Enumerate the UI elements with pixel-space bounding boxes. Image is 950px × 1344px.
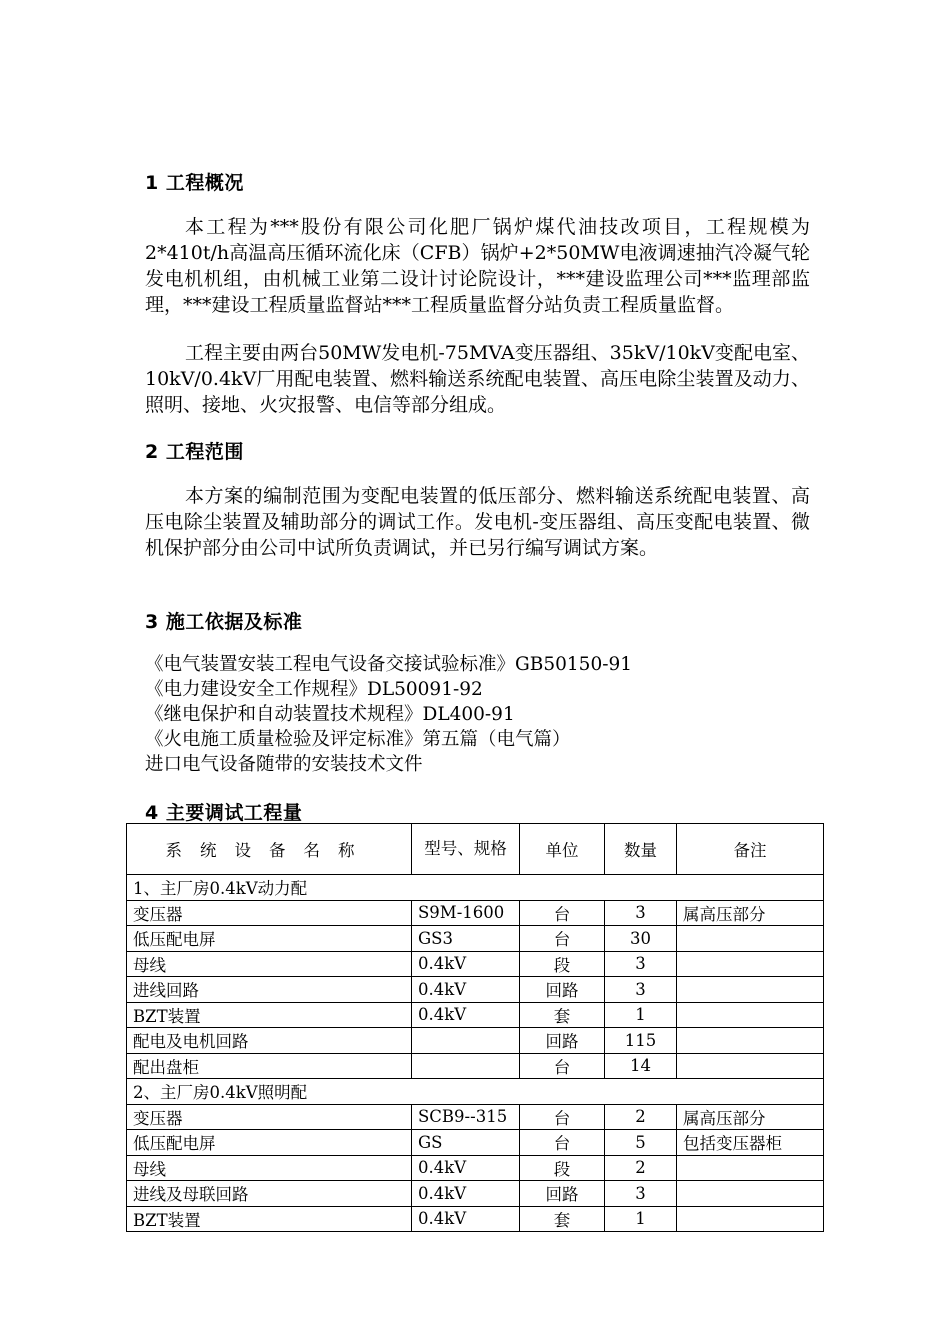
cell-qty: 30	[605, 926, 677, 952]
cell-qty: 3	[605, 951, 677, 977]
cell-name: 变压器	[127, 1104, 412, 1130]
table-header-row	[127, 824, 824, 875]
cell-unit: 台	[520, 1053, 605, 1079]
cell-model: 0.4kV	[412, 1002, 520, 1028]
cell-model	[412, 1028, 520, 1054]
cell-unit: 套	[520, 1002, 605, 1028]
table-row	[127, 900, 824, 926]
header-qty: 数量	[605, 824, 677, 875]
cell-unit: 段	[520, 1155, 605, 1181]
cell-name: 母线	[127, 1155, 412, 1181]
cell-name: 低压配电屏	[127, 926, 412, 952]
cell-qty: 1	[605, 1206, 677, 1232]
debug-workload-table	[126, 823, 824, 1232]
cell-model	[412, 1053, 520, 1079]
cell-unit: 回路	[520, 1028, 605, 1054]
table-row	[127, 1181, 824, 1207]
cell-model: GS	[412, 1130, 520, 1156]
cell-qty: 2	[605, 1155, 677, 1181]
cell-model: S9M-1600	[412, 900, 520, 926]
cell-model: 0.4kV	[412, 1155, 520, 1181]
cell-model: 0.4kV	[412, 1181, 520, 1207]
table-row	[127, 977, 824, 1003]
cell-unit: 回路	[520, 977, 605, 1003]
cell-unit: 台	[520, 900, 605, 926]
table-row	[127, 1028, 824, 1054]
cell-note	[677, 1053, 824, 1079]
reference-item: 《电力建设安全工作规程》DL50091-92	[145, 679, 483, 700]
cell-unit: 回路	[520, 1181, 605, 1207]
cell-note	[677, 926, 824, 952]
cell-model: GS3	[412, 926, 520, 952]
reference-list	[145, 652, 632, 777]
section-1-paragraph-1: 本工程为***股份有限公司化肥厂锅炉煤代油技改项目，工程规模为2*410t/h高温高压循环流化床（CFB）锅炉+2*50MW电液调速抽汽冷凝气轮发电机机组，由机械工业第二设计讨论院设计，***建设监理公司***监理部监理，***建设工程质量监督站***工程质量监督分站负责工程质量监督。	[145, 216, 810, 316]
table-row	[127, 1053, 824, 1079]
section-1-heading: 1 工程概况	[145, 172, 244, 194]
cell-name: BZT装置	[127, 1206, 412, 1232]
reference-item: 《电气装置安装工程电气设备交接试验标准》GB50150-91	[145, 654, 633, 675]
header-note: 备注	[677, 824, 824, 875]
cell-qty: 115	[605, 1028, 677, 1054]
cell-note: 包括变压器柜	[677, 1130, 824, 1156]
cell-unit: 台	[520, 1104, 605, 1130]
cell-qty: 2	[605, 1104, 677, 1130]
section-3-heading: 3 施工依据及标准	[145, 611, 303, 633]
cell-qty: 14	[605, 1053, 677, 1079]
section-2-paragraph-1: 本方案的编制范围为变配电装置的低压部分、燃料输送系统配电装置、高压电除尘装置及辅助部分的调试工作。发电机-变压器组、高压变配电装置、微机保护部分由公司中试所负责调试，并已另行编写调试方案。	[145, 485, 810, 559]
table-row	[127, 926, 824, 952]
cell-name: 配出盘柜	[127, 1053, 412, 1079]
cell-note	[677, 1206, 824, 1232]
table-body	[127, 875, 824, 1232]
cell-note	[677, 1155, 824, 1181]
cell-note	[677, 1181, 824, 1207]
cell-unit: 台	[520, 1130, 605, 1156]
table-row	[127, 1130, 824, 1156]
header-model: 型号、规格	[412, 824, 520, 875]
cell-name: 进线及母联回路	[127, 1181, 412, 1207]
cell-name: 变压器	[127, 900, 412, 926]
table-group-row	[127, 1079, 824, 1105]
reference-item: 《火电施工质量检验及评定标准》第五篇（电气篇）	[145, 729, 571, 750]
cell-note	[677, 951, 824, 977]
header-unit: 单位	[520, 824, 605, 875]
cell-qty: 3	[605, 977, 677, 1003]
group-title: 1、主厂房0.4kV动力配	[127, 875, 824, 901]
cell-model: 0.4kV	[412, 951, 520, 977]
reference-item: 《继电保护和自动装置技术规程》DL400-91	[145, 704, 515, 725]
cell-qty: 3	[605, 900, 677, 926]
cell-model: 0.4kV	[412, 1206, 520, 1232]
cell-note	[677, 1002, 824, 1028]
cell-note	[677, 1028, 824, 1054]
cell-name: BZT装置	[127, 1002, 412, 1028]
cell-qty: 5	[605, 1130, 677, 1156]
cell-name: 低压配电屏	[127, 1130, 412, 1156]
header-name: 系统设备名称	[127, 824, 412, 875]
cell-note: 属高压部分	[677, 900, 824, 926]
cell-qty: 1	[605, 1002, 677, 1028]
cell-note	[677, 977, 824, 1003]
reference-item: 进口电气设备随带的安装技术文件	[145, 754, 423, 775]
cell-qty: 3	[605, 1181, 677, 1207]
cell-name: 母线	[127, 951, 412, 977]
table-row	[127, 951, 824, 977]
table-row	[127, 1206, 824, 1232]
cell-note: 属高压部分	[677, 1104, 824, 1130]
section-2-heading: 2 工程范围	[145, 441, 244, 463]
table-row	[127, 1104, 824, 1130]
cell-unit: 套	[520, 1206, 605, 1232]
cell-unit: 段	[520, 951, 605, 977]
table-row	[127, 1155, 824, 1181]
cell-model: SCB9--315	[412, 1104, 520, 1130]
table-row	[127, 1002, 824, 1028]
cell-name: 配电及电机回路	[127, 1028, 412, 1054]
cell-name: 进线回路	[127, 977, 412, 1003]
group-title: 2、主厂房0.4kV照明配	[127, 1079, 824, 1105]
cell-model: 0.4kV	[412, 977, 520, 1003]
cell-unit: 台	[520, 926, 605, 952]
table-group-row	[127, 875, 824, 901]
section-1-paragraph-2: 工程主要由两台50MW发电机-75MVA变压器组、35kV/10kV变配电室、10kV/0.4kV厂用配电装置、燃料输送系统配电装置、高压电除尘装置及动力、照明、接地、火灾报警、电信等部分组成。	[145, 342, 810, 416]
section-4-heading: 4 主要调试工程量	[145, 802, 303, 824]
